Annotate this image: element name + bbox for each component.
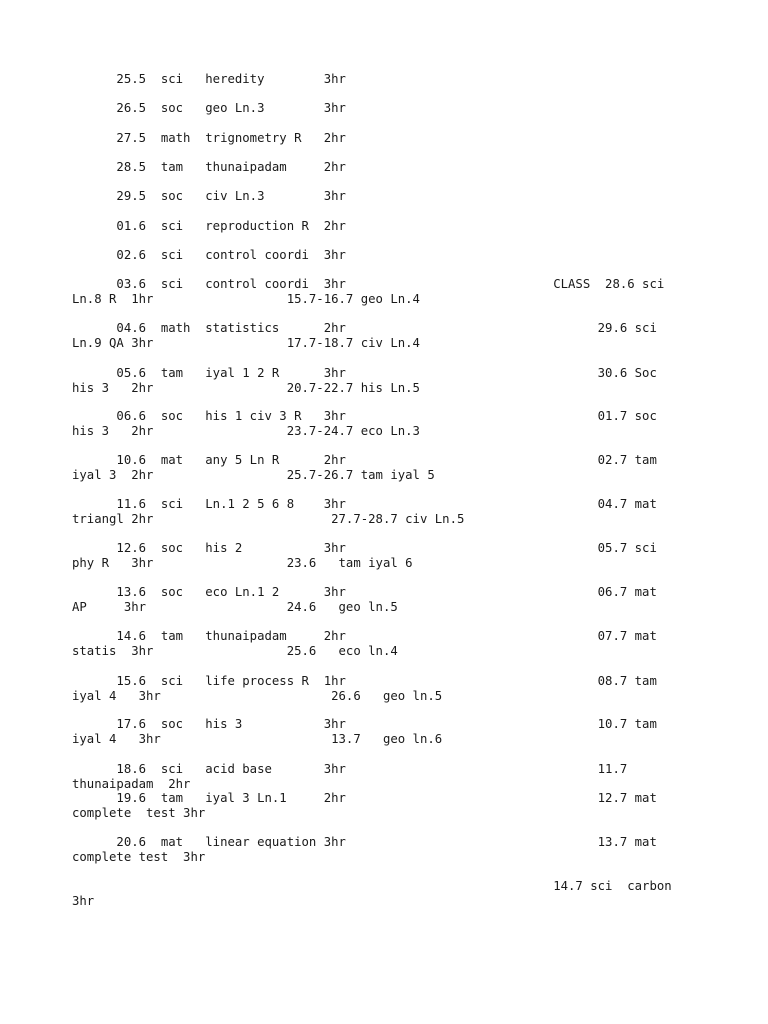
schedule-line: 06.6 soc his 1 civ 3 R 3hr 01.7 soc his 3 2hr 23.7-24.7 eco Ln.3 bbox=[72, 409, 657, 438]
schedule-line: 25.5 sci heredity 3hr bbox=[72, 72, 346, 86]
schedule-line: 17.6 soc his 3 3hr 10.7 tam iyal 4 3hr 13.7 geo ln.6 bbox=[72, 717, 657, 746]
schedule-line: 15.6 sci life process R 1hr 08.7 tam iyal 4 3hr 26.6 geo ln.5 bbox=[72, 674, 657, 703]
schedule-line: 14.6 tam thunaipadam 2hr 07.7 mat statis 3hr 25.6 eco ln.4 bbox=[72, 629, 657, 658]
schedule-line: 10.6 mat any 5 Ln R 2hr 02.7 tam iyal 3 2hr 25.7-26.7 tam iyal 5 bbox=[72, 453, 657, 482]
schedule-line: 12.6 soc his 2 3hr 05.7 sci phy R 3hr 23.6 tam iyal 6 bbox=[72, 541, 657, 570]
schedule-line: 18.6 sci acid base 3hr 11.7 thunaipadam 2hr bbox=[72, 762, 628, 791]
schedule-line: 28.5 tam thunaipadam 2hr bbox=[72, 160, 346, 174]
schedule-line: 27.5 math trignometry R 2hr bbox=[72, 131, 346, 145]
schedule-line: 01.6 sci reproduction R 2hr bbox=[72, 219, 346, 233]
schedule-line: 20.6 mat linear equation 3hr 13.7 mat complete test 3hr bbox=[72, 835, 657, 864]
schedule-line: 04.6 math statistics 2hr 29.6 sci Ln.9 QA 3hr 17.7-18.7 civ Ln.4 bbox=[72, 321, 657, 350]
schedule-line: 19.6 tam iyal 3 Ln.1 2hr 12.7 mat complete test 3hr bbox=[72, 791, 657, 820]
schedule-line: 14.7 sci carbon 3hr bbox=[72, 879, 672, 908]
schedule-line: 26.5 soc geo Ln.3 3hr bbox=[72, 101, 346, 115]
schedule-line: 05.6 tam iyal 1 2 R 3hr 30.6 Soc his 3 2hr 20.7-22.7 his Ln.5 bbox=[72, 366, 657, 395]
schedule-line: 11.6 sci Ln.1 2 5 6 8 3hr 04.7 mat triangl 2hr 27.7-28.7 civ Ln.5 bbox=[72, 497, 657, 526]
schedule-line: 29.5 soc civ Ln.3 3hr bbox=[72, 189, 346, 203]
schedule-line: 02.6 sci control coordi 3hr bbox=[72, 248, 346, 262]
schedule-line: 03.6 sci control coordi 3hr CLASS 28.6 sci Ln.8 R 1hr 15.7-16.7 geo Ln.4 bbox=[72, 277, 665, 306]
schedule-line: 13.6 soc eco Ln.1 2 3hr 06.7 mat AP 3hr 24.6 geo ln.5 bbox=[72, 585, 657, 614]
